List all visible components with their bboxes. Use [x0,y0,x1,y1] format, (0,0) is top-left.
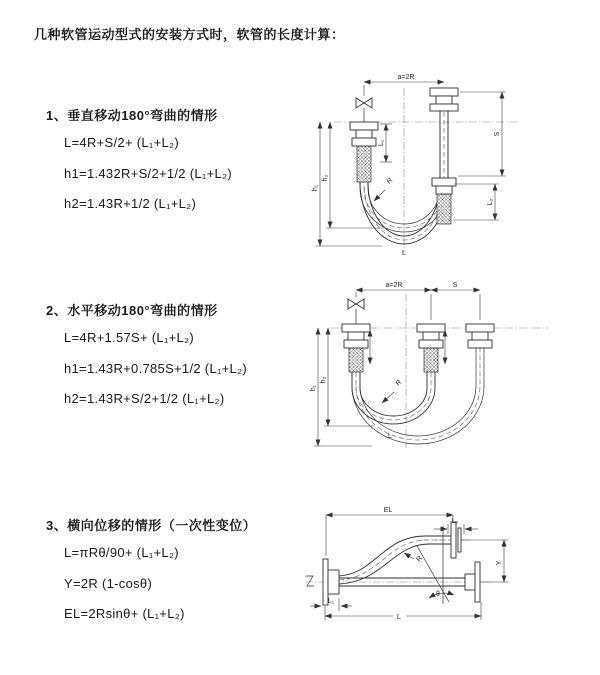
hose-upper-wall [339,536,451,576]
valve-icon [356,299,364,309]
angle-arc [429,593,454,598]
hose-inner-wall [360,372,427,416]
dim-label-s: S [494,131,501,137]
right-flange-hub [465,574,475,590]
hose-pos2-inner-wall [360,348,476,436]
braid-left [349,348,363,372]
length-label: L [402,250,406,257]
hose-pos2-centerline [356,348,480,440]
braid-right [437,194,451,224]
valve-icon [364,98,372,108]
left-fitting [342,324,370,332]
radius-arrow [382,392,394,403]
dim-label-h1: h₁ [312,184,319,192]
middle-fitting [423,332,439,340]
length-label: L [388,433,392,440]
angle-label: θ [436,591,440,598]
section-2-formula-h1: h1=1.43R+0.785S+1/2 (L₁+L₂) [64,361,248,376]
right-fitting-lower [432,178,456,186]
diagram-lateral-displacement [303,502,598,652]
left-fitting [348,332,364,340]
page-title: 几种软管运动型式的安装方式时，软管的长度计算： [34,27,345,42]
dim-label-l2: L₂ [487,198,494,206]
radius-arrow [374,190,385,201]
dim-label-y: Y [496,560,503,566]
section-2-heading: 2、水平移动180°弯曲的情形 [46,303,218,318]
left-fitting [356,130,372,138]
section-2-formula-h2: h2=1.43R+S/2+1/2 (L₁+L₂) [64,391,225,406]
dim-label-el: EL [383,507,393,514]
valve-icon [356,98,364,108]
dim-label-s: S [452,282,458,289]
right-fitting-upper [430,88,458,96]
dim-label-h1: h₁ [310,384,317,392]
dim-label-a2r: a=2R [397,74,415,81]
dim-label-l2: L₂ [451,518,459,525]
centerline-break-mark [306,576,314,586]
section-3-formula-L: L=πRθ/90+ (L₁+L₂) [64,545,179,560]
section-2-formula-L: L=4R+1.57S+ (L₁+L₂) [64,330,195,345]
right-fitting-upper [436,96,452,104]
top-flange [451,522,456,558]
braid-left [357,146,371,182]
middle-fitting [419,340,443,348]
hose-centerline [339,540,451,580]
right-fitting-upper [430,104,458,111]
diagram-vertical-180-bend [306,70,536,260]
section-1-heading: 1、垂直移动180°弯曲的情形 [46,108,218,123]
hose-centerline [356,372,431,420]
right-fitting [472,332,488,340]
section-3-heading: 3、横向位移的情形（一次性变位） [46,518,257,533]
radius-label: R [385,176,395,186]
section-3-formula-Y: Y=2R (1-cosθ) [64,576,153,591]
middle-fitting [417,324,445,332]
radius-label: R [415,554,424,564]
dim-label-a2r: a=2R [385,282,403,289]
right-flange [475,562,480,602]
dim-label-l: L [397,614,401,621]
left-fitting [344,340,368,348]
section-1-formula-L: L=4R+S/2+ (L₁+L₂) [64,135,179,150]
left-fitting [352,138,376,146]
top-flange-plate [458,528,461,552]
right-fitting-lower [436,186,452,194]
dim-label-l1: L₁ [378,139,385,147]
section-1-formula-h1: h1=1.432R+S/2+1/2 (L₁+L₂) [64,166,232,181]
diagram-horizontal-180-bend [308,276,568,466]
right-fitting [468,340,492,348]
dim-label-h2: h₂ [322,174,329,182]
left-flange-hub [328,570,339,594]
section-3-formula-EL: EL=2Rsinθ+ (L₁+L₂) [64,606,185,621]
radius-arrow [404,553,414,559]
angle-radius-line [417,546,449,602]
valve-icon [348,299,356,309]
dim-label-h2: h₂ [320,376,327,384]
radius-label: R [394,378,404,388]
dim-label-l1: L₁ [327,598,335,605]
section-1-formula-h2: h2=1.43R+1/2 (L₁+L₂) [64,196,197,211]
right-fitting [466,324,494,332]
left-fitting [350,122,378,130]
braid-middle [424,348,438,372]
hose-pos2-outer-wall [352,348,484,444]
